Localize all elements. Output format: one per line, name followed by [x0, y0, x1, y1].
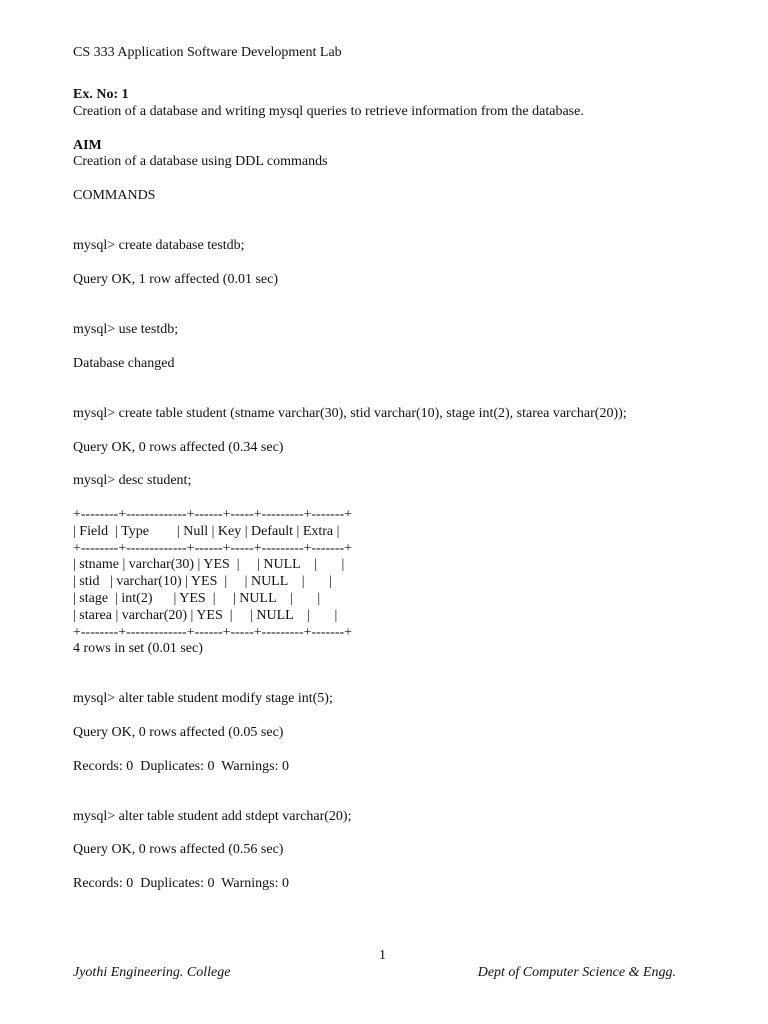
aim-heading: AIM: [73, 138, 102, 153]
output-use-database: Database changed: [73, 356, 175, 371]
table-row: | stid | varchar(10) | YES | | NULL | |: [73, 574, 332, 589]
exercise-number: Ex. No: 1: [73, 87, 129, 102]
command-create-table: mysql> create table student (stname varchar(30), stid varchar(10), stage int(2), starea varchar(20));: [73, 406, 627, 421]
table-header-row: | Field | Type | Null | Key | Default | Extra |: [73, 524, 340, 539]
table-border-top: +--------+-------------+------+-----+---------+-------+: [73, 507, 353, 522]
output-create-table: Query OK, 0 rows affected (0.34 sec): [73, 440, 284, 455]
table-summary: 4 rows in set (0.01 sec): [73, 641, 203, 656]
table-row: | starea | varchar(20) | YES | | NULL | |: [73, 608, 338, 623]
records-alter-add: Records: 0 Duplicates: 0 Warnings: 0: [73, 876, 289, 891]
aim-text: Creation of a database using DDL commands: [73, 154, 328, 169]
command-alter-add: mysql> alter table student add stdept varchar(20);: [73, 809, 352, 824]
course-title: CS 333 Application Software Development Lab: [73, 45, 342, 60]
footer-college: Jyothi Engineering. College: [73, 965, 231, 980]
table-border-mid: +--------+-------------+------+-----+---------+-------+: [73, 541, 353, 556]
command-use-database: mysql> use testdb;: [73, 322, 179, 337]
command-create-database: mysql> create database testdb;: [73, 238, 245, 253]
table-border-bottom: +--------+-------------+------+-----+---------+-------+: [73, 625, 353, 640]
output-alter-modify: Query OK, 0 rows affected (0.05 sec): [73, 725, 284, 740]
page-number: 1: [379, 948, 386, 963]
footer-department: Dept of Computer Science & Engg.: [477, 965, 676, 980]
exercise-description: Creation of a database and writing mysql queries to retrieve information from the database.: [73, 104, 584, 119]
output-alter-add: Query OK, 0 rows affected (0.56 sec): [73, 842, 284, 857]
command-desc-table: mysql> desc student;: [73, 473, 192, 488]
table-row: | stname | varchar(30) | YES | | NULL | |: [73, 557, 345, 572]
records-alter-modify: Records: 0 Duplicates: 0 Warnings: 0: [73, 759, 289, 774]
command-alter-modify: mysql> alter table student modify stage int(5);: [73, 691, 333, 706]
commands-heading: COMMANDS: [73, 188, 156, 203]
table-row: | stage | int(2) | YES | | NULL | |: [73, 591, 321, 606]
output-create-database: Query OK, 1 row affected (0.01 sec): [73, 272, 278, 287]
